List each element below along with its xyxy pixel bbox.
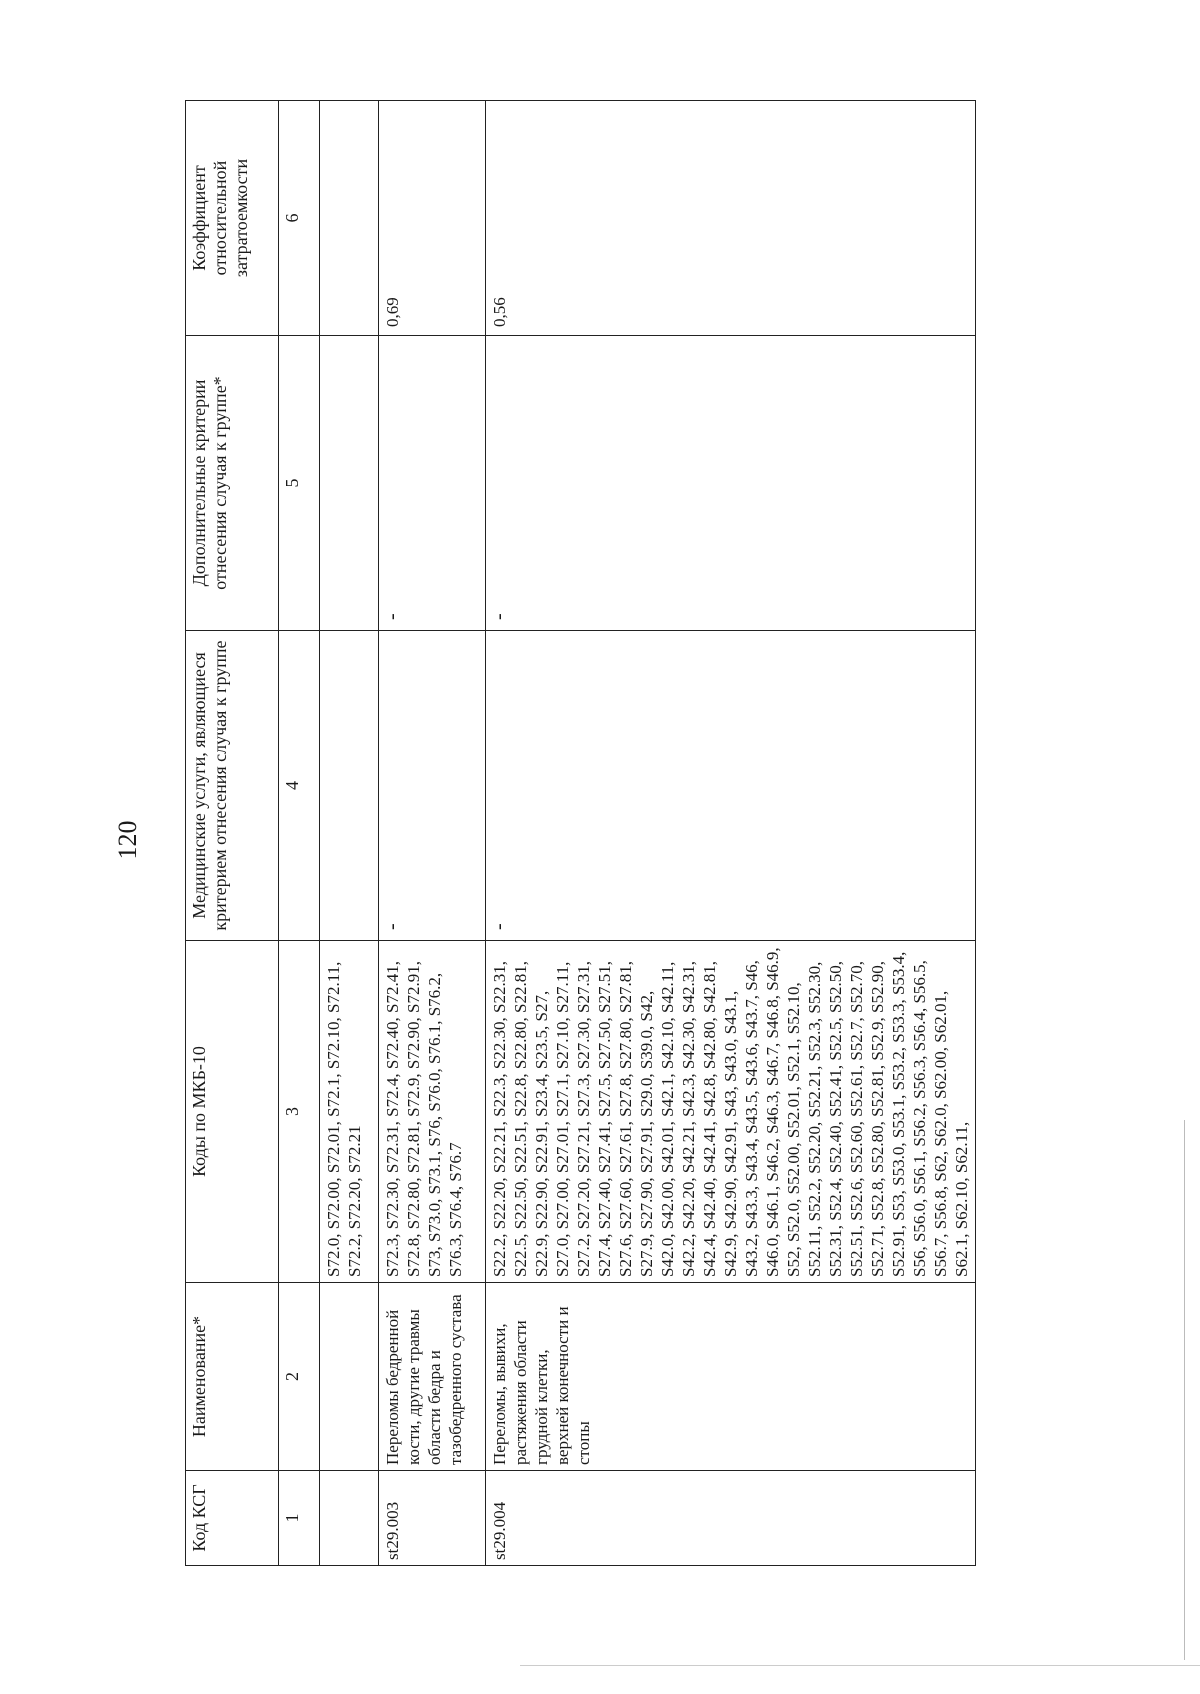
table-row [379, 101, 486, 1566]
column-number: 5 [279, 336, 320, 631]
coefficient-cell: 0,69 [379, 101, 486, 336]
criteria-cell: - [379, 336, 486, 631]
rotated-table-container [185, 101, 1069, 1566]
header-ksg-code: Код КСГ [186, 1471, 279, 1566]
column-number: 6 [279, 101, 320, 336]
coefficient-cell [320, 101, 379, 336]
table-row [320, 101, 379, 1566]
icd-codes-cell: S72.0, S72.00, S72.01, S72.1, S72.10, S72.11, S72.2, S72.20, S72.21 [320, 941, 379, 1283]
page-number: 120 [113, 820, 142, 860]
services-cell: - [486, 631, 976, 941]
ksg-code-cell: st29.003 [379, 1471, 486, 1566]
header-name: Наименование* [186, 1283, 279, 1471]
name-cell: Переломы, вывихи, растяжения области грудной клетки, верхней конечности и стопы [486, 1283, 976, 1471]
criteria-cell [320, 336, 379, 631]
ksg-code-cell [320, 1471, 379, 1566]
scan-edge-line [1184, 1120, 1185, 1660]
coefficient-cell: 0,56 [486, 101, 976, 336]
header-row [186, 101, 279, 1566]
icd-codes-cell: S22.2, S22.20, S22.21, S22.3, S22.30, S22.31, S22.5, S22.50, S22.51, S22.8, S22.80, S22.81, S22.9, S22.90, S22.91, S23.4, S23.5, S27, S27.0, S27.00, S27.01, S27.1, S27.10, S27.11, S27.2, S27.20, S27.21, S27.3, S27.30, S27.31, S27.4, S27.40, S27.41, S27.5, S27.50, S27.51, S27.6, S27.60, S27.61, S27.8, S27.80, S27.81, S27.9, S27.90, S27.91, S29.0, S39.0, S42, S42.0, S42.00, S42.01, S42.1, S42.10, S42.11, S42.2, S42.20, S42.21, S42.3, S42.30, S42.31, S42.4, S42.40, S42.41, S42.8, S42.80, S42.81, S42.9, S42.90, S42.91, S43, S43.0, S43.1, S43.2, S43.3, S43.4, S43.5, S43.6, S43.7, S46, S46.0, S46.1, S46.2, S46.3, S46.7, S46.8, S46.9, S52, S52.0, S52.00, S52.01, S52.1, S52.10, S52.11, S52.2, S52.20, S52.21, S52.3, S52.30, S52.31, S52.4, S52.40, S52.41, S52.5, S52.50, S52.51, S52.6, S52.60, S52.61, S52.7, S52.70, S52.71, S52.8, S52.80, S52.81, S52.9, S52.90, S52.91, S53, S53.0, S53.1, S53.2, S53.3, S53.4, S56, S56.0, S56.1, S56.2, S56.3, S56.4, S56.5, S56.7, S56.8, S62, S62.0, S62.00, S62.01, S62.1, S62.10, S62.11, [486, 941, 976, 1283]
scan-edge-line [520, 1665, 1200, 1666]
services-cell [320, 631, 379, 941]
criteria-cell: - [486, 336, 976, 631]
name-cell: Переломы бедренной кости, другие травмы области бедра и тазобедренного сустава [379, 1283, 486, 1471]
icd-codes-cell: S72.3, S72.30, S72.31, S72.4, S72.40, S72.41, S72.8, S72.80, S72.81, S72.9, S72.90, S72.91, S73, S73.0, S73.1, S76, S76.0, S76.1, S76.2, S76.3, S76.4, S76.7 [379, 941, 486, 1283]
column-number: 4 [279, 631, 320, 941]
services-cell: - [379, 631, 486, 941]
name-cell [320, 1283, 379, 1471]
header-services: Медицинские услуги, являющиеся критерием отнесения случая к группе [186, 631, 279, 941]
header-icd-codes: Коды по МКБ-10 [186, 941, 279, 1283]
column-number: 3 [279, 941, 320, 1283]
header-coefficient: Коэффициент относительной затратоемкости [186, 101, 279, 336]
column-number-row [279, 101, 320, 1566]
table-row [486, 101, 976, 1566]
ksg-table [185, 100, 976, 1566]
header-criteria: Дополнительные критерии отнесения случая к группе* [186, 336, 279, 631]
ksg-code-cell: st29.004 [486, 1471, 976, 1566]
column-number: 2 [279, 1283, 320, 1471]
column-number: 1 [279, 1471, 320, 1566]
